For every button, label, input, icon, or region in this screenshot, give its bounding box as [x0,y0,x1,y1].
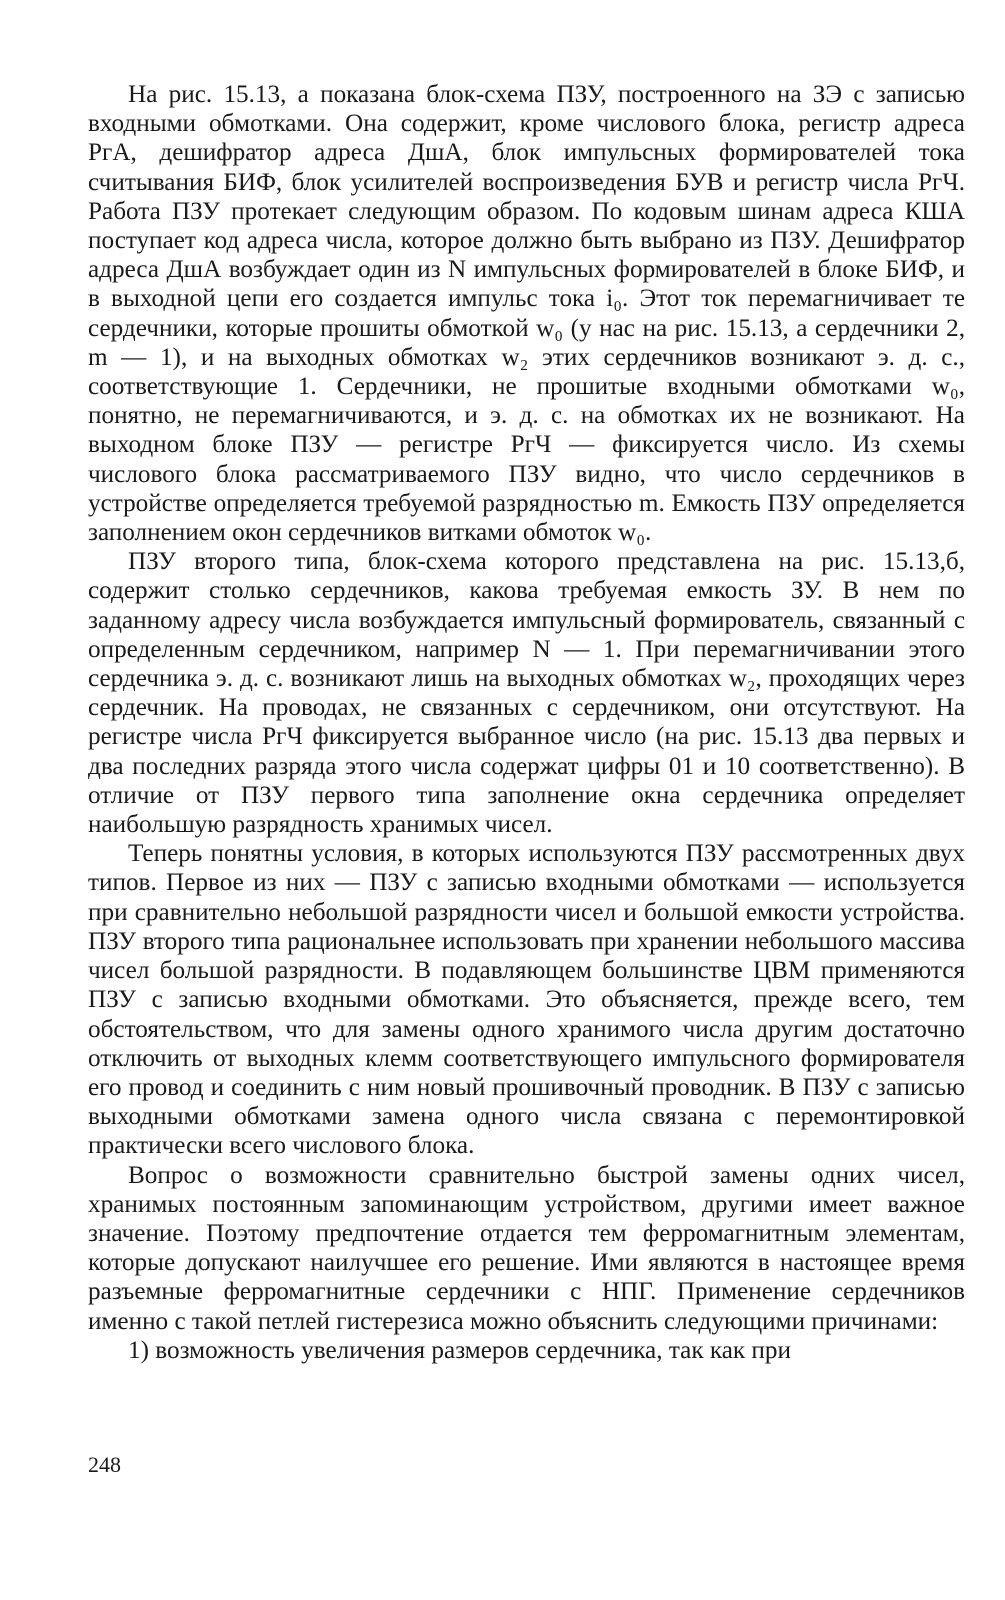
paragraph-3: Теперь понятны условия, в которых используются ПЗУ рассмотренных двух типов. Первое из них — ПЗУ с записью входными обмотками — используется при сравнительно небольшой разрядности чисел и большой емкости устройства. ПЗУ второго типа рациональнее использовать при хранении небольшого массива чисел большой разрядности. В подавляющем большинстве ЦВМ применяются ПЗУ с записью входными обмотками. Это объясняется, прежде всего, тем обстоятельством, что для замены одного хранимого числа другим достаточно отключить от выходных клемм соответствующего импульсного формирователя его провод и соединить с ним новый прошивочный проводник. В ПЗУ с записью выходными обмотками замена одного числа связана с перемонтировкой практически всего числового блока. [88,840,965,1160]
paragraph-1: На рис. 15.13, а показана блок-схема ПЗУ, построенного на ЗЭ с записью входными обмотками. Она содержит, кроме числового блока, регистр адреса РгА, дешифратор адреса ДшА, блок импульсных формирователей тока считывания БИФ, блок усилителей воспроизведения БУВ и регистр числа РгЧ. Работа ПЗУ протекает следующим образом. По кодовым шинам адреса КША поступает код адреса числа, которое должно быть выбрано из ПЗУ. Дешифратор адреса ДшА возбуждает один из N импульсных формирователей в блоке БИФ, и в выходной цепи его создается импульс тока i₀. Этот ток перемагничивает те сердечники, которые прошиты обмоткой w₀ (у нас на рис. 15.13, а сердечники 2, m — 1), и на выходных обмотках w₂ этих сердечников возникают э. д. с., соответствующие 1. Сердечники, не прошитые входными обмотками w₀, понятно, не перемагничиваются, и э. д. с. на обмотках их не возникают. На выходном блоке ПЗУ — регистре РгЧ — фиксируется число. Из схемы числового блока рассматриваемого ПЗУ видно, что число сердечников в устройстве определяется требуемой разрядностью m. Емкость ПЗУ определяется заполнением окон сердечников витками обмоток w₀. [88,81,965,547]
page-number: 248 [88,1452,121,1477]
page-body [88,80,965,1365]
paragraph-4: Вопрос о возможности сравнительно быстрой замены одних чисел, хранимых постоянным запоминающим устройством, другими имеет важное значение. Поэтому предпочтение отдается тем ферромагнитным элементам, которые допускают наилучшее его решение. Ими являются в настоящее время разъемные ферромагнитные сердечники с НПГ. Применение сердечников именно с такой петлей гистерезиса можно объяснить следующими причинами: [88,1161,965,1335]
list-item-1: 1) возможность увеличения размеров сердечника, так как при [128,1336,791,1364]
paragraph-2: ПЗУ второго типа, блок-схема которого представлена на рис. 15.13,б, содержит столько сердечников, какова требуемая емкость ЗУ. В нем по заданному адресу числа возбуждается импульсный формирователь, связанный с определенным сердечником, например N — 1. При перемагничивании этого сердечника э. д. с. возникают лишь на выходных обмотках w₂, проходящих через сердечник. На проводах, не связанных с сердечником, они отсутствуют. На регистре числа РгЧ фиксируется выбранное число (на рис. 15.13 два первых и два последних разряда этого числа содержат цифры 01 и 10 соответственно). В отличие от ПЗУ первого типа заполнение окна сердечника определяет наибольшую разрядность хранимых чисел. [88,548,965,839]
